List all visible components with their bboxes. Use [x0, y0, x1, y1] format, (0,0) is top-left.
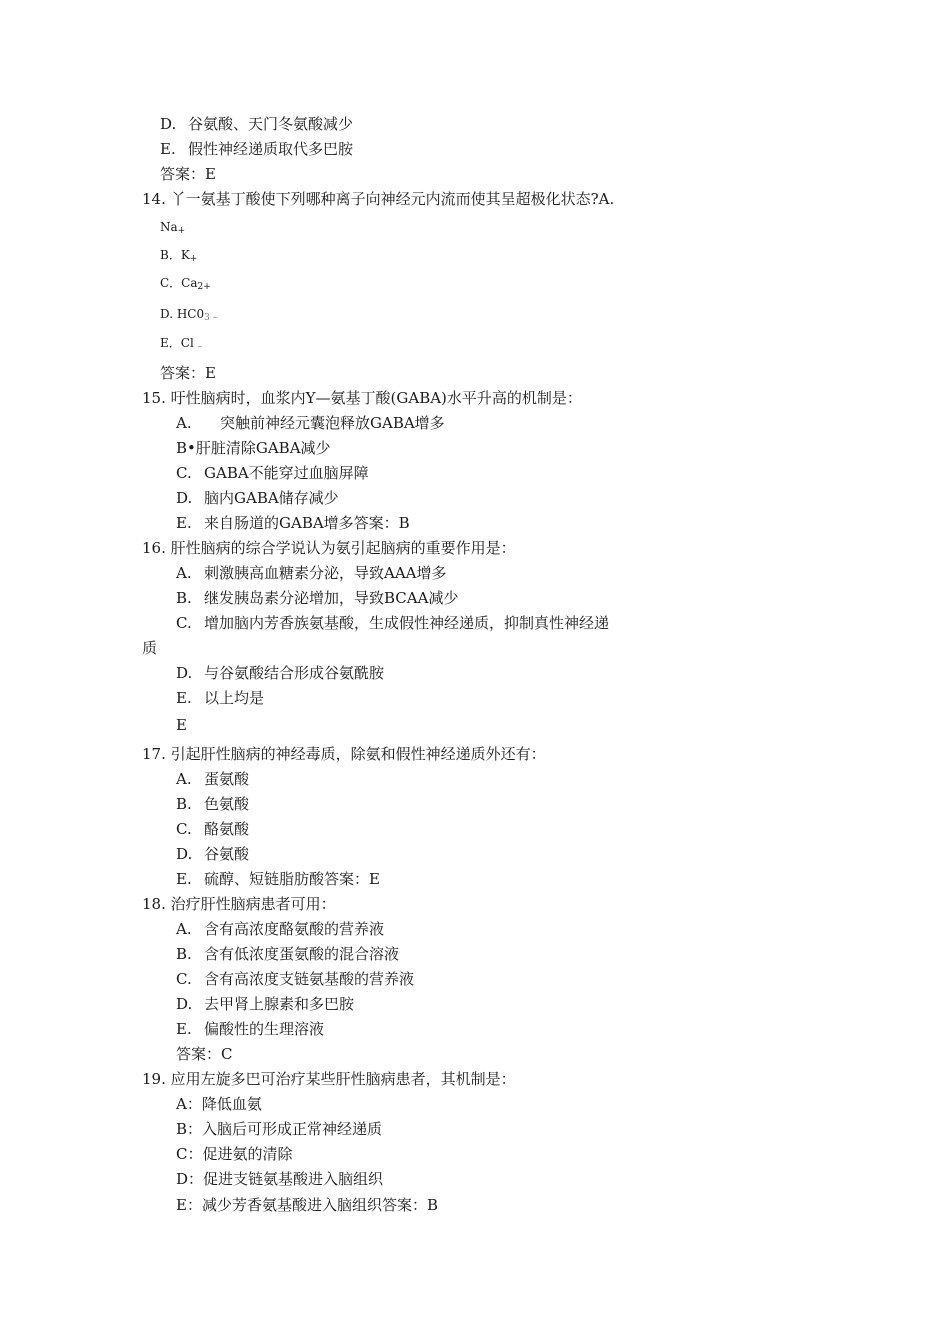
q13-answer: 答案：E: [160, 165, 216, 183]
option-text: 色氨酸: [204, 795, 250, 813]
q19-option-b: B：入脑后可形成正常神经递质: [176, 1120, 383, 1138]
q14-option-c: C．Ca2+: [160, 276, 211, 292]
option-text: 突触前神经元囊泡释放GABA增多: [220, 414, 445, 432]
q17-option-d: [176, 844, 249, 864]
q16-option-a: [176, 563, 447, 583]
q13-option-e: [160, 139, 353, 159]
option-text: 含有低浓度蛋氨酸的混合溶液: [204, 945, 400, 963]
option-text: 来自肠道的GABA增多答案：B: [204, 514, 410, 532]
option-label: D.: [176, 664, 193, 682]
q14-option-b: B．K+: [160, 248, 198, 264]
q17-option-b: [176, 794, 249, 814]
q18-option-c: [176, 969, 414, 989]
option-text: 偏酸性的生理溶液: [204, 1020, 325, 1038]
q14-option-e: E．Cl –: [160, 336, 203, 352]
option-text: 含有高浓度支链氨基酸的营养液: [204, 970, 415, 988]
q15-option-c: [176, 463, 369, 483]
option-label: E.: [176, 514, 192, 532]
option-text: 去甲肾上腺素和多巴胺: [204, 995, 355, 1013]
option-label: C.: [176, 970, 192, 988]
option-label: E.: [176, 1020, 192, 1038]
option-label: B.: [176, 795, 192, 813]
option-label: C.: [176, 820, 192, 838]
q16-option-b: [176, 588, 458, 608]
q17-option-e: [176, 869, 380, 889]
option-label: C.: [176, 464, 192, 482]
q18-stem: 18. 治疗肝性脑病患者可用：: [142, 895, 336, 913]
option-text: 谷氨酸、天门冬氨酸减少: [188, 115, 354, 133]
q14-answer: 答案：E: [160, 364, 216, 382]
option-label: A.: [176, 414, 192, 432]
q16-option-d: [176, 663, 384, 683]
option-label: E.: [176, 689, 192, 707]
option-label: D.: [176, 489, 193, 507]
option-text: 刺激胰高血糖素分泌，导致AAA增多: [204, 564, 447, 582]
option-text: 含有高浓度酪氨酸的营养液: [204, 920, 385, 938]
q16-stem: 16. 肝性脑病的综合学说认为氨引起脑病的重要作用是：: [142, 539, 516, 557]
q15-option-d: [176, 488, 339, 508]
q14-option-d: D. HC03 –: [160, 307, 218, 323]
q19-option-a: A：降低血氨: [176, 1095, 262, 1113]
option-text: 与谷氨酸结合形成谷氨酰胺: [204, 664, 385, 682]
option-text: 假性神经递质取代多巴胺: [188, 140, 354, 158]
q18-option-d: [176, 994, 354, 1014]
option-label: D.: [160, 115, 177, 133]
q13-option-d: [160, 114, 353, 134]
q16-option-c-wrap: 质: [142, 639, 158, 657]
q18-option-b: [176, 944, 399, 964]
option-text: 继发胰岛素分泌增加，导致BCAA减少: [204, 589, 459, 607]
option-label: D.: [176, 845, 193, 863]
option-label: C.: [176, 614, 192, 632]
q15-stem: 15. 吁性脑病时，血浆内Y—氨基丁酸(GABA)水平升高的机制是：: [142, 389, 582, 407]
q19-option-c: C：促进氨的清除: [176, 1145, 293, 1163]
q19-option-d: D：促进支链氨基酸进入脑组织: [176, 1170, 384, 1188]
option-label: E.: [176, 870, 192, 888]
q15-option-a: [176, 413, 445, 433]
option-text: 增加脑内芳香族氨基酸，生成假性神经递质，抑制真性神经递: [204, 614, 610, 632]
q18-option-e: [176, 1019, 324, 1039]
q17-stem: 17. 引起肝性脑病的神经毒质，除氨和假性神经递质外还有：: [142, 745, 546, 763]
q19-option-e: E：减少芳香氨基酸进入脑组织答案：B: [176, 1196, 438, 1214]
option-label: A.: [176, 564, 192, 582]
q18-option-a: [176, 919, 384, 939]
q14-stem: 14. 丫一氨基丁酸使下列哪种离子向神经元内流而使其呈超极化状态?A.: [142, 190, 615, 208]
option-text: 脑内GABA储存减少: [204, 489, 339, 507]
option-text: 谷氨酸: [204, 845, 250, 863]
q18-answer: 答案：C: [176, 1045, 233, 1063]
q16-option-e: [176, 688, 264, 708]
option-text: 以上均是: [204, 689, 265, 707]
option-label: A.: [176, 770, 192, 788]
q16-answer: E: [176, 716, 187, 734]
q19-stem: 19. 应用左旋多巴可治疗某些肝性脑病患者，其机制是：: [142, 1070, 516, 1088]
option-text: 酪氨酸: [204, 820, 250, 838]
q16-option-c: [176, 613, 609, 633]
option-label: D.: [176, 995, 193, 1013]
q14-option-a: Na+: [160, 220, 186, 236]
option-label: B.: [176, 589, 192, 607]
option-text: 硫醇、短链脂肪酸答案：E: [204, 870, 380, 888]
q15-option-e: [176, 513, 410, 533]
option-label: B.: [176, 945, 192, 963]
option-text: GABA不能穿过血脑屏障: [204, 464, 369, 482]
q17-option-c: [176, 819, 249, 839]
option-label: A.: [176, 920, 192, 938]
q17-option-a: [176, 769, 249, 789]
option-label: E.: [160, 140, 176, 158]
q15-option-b: B•肝脏清除GABA减少: [176, 439, 331, 457]
option-text: 蛋氨酸: [204, 770, 250, 788]
